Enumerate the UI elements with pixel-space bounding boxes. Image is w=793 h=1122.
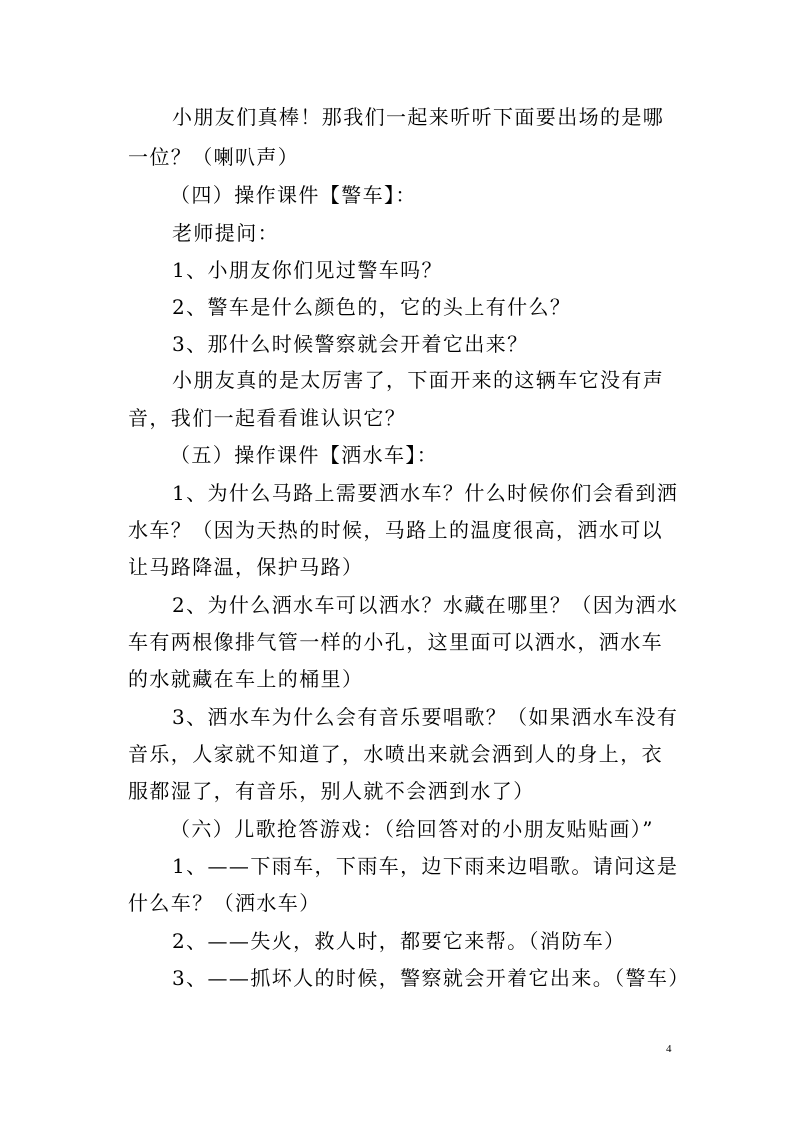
paragraph-line: 小朋友真的是太厉害了，下面开来的这辆车它没有声 bbox=[172, 368, 665, 392]
list-item: 2、为什么洒水车可以洒水？水藏在哪里？（因为洒水 bbox=[172, 593, 679, 617]
list-item: 1、小朋友你们见过警车吗？ bbox=[172, 258, 443, 282]
paragraph-line: 水车？（因为天热的时候，马路上的温度很高，洒水可以 bbox=[128, 518, 663, 542]
paragraph-line: 小朋友们真棒！那我们一起来听听下面要出场的是哪 bbox=[172, 105, 665, 129]
list-item: 2、警车是什么颜色的，它的头上有什么？ bbox=[172, 295, 572, 319]
list-item: 1、为什么马路上需要洒水车？什么时候你们会看到洒 bbox=[172, 481, 679, 505]
paragraph-line: 音，我们一起看看谁认识它？ bbox=[128, 406, 407, 430]
section-heading: （六）儿歌抢答游戏：（给回答对的小朋友贴贴画）” bbox=[170, 817, 654, 841]
list-item: 2、——失火，救人时，都要它来帮。（消防车） bbox=[172, 929, 626, 953]
paragraph-line: 的水就藏在车上的桶里） bbox=[128, 667, 364, 691]
section-heading: （五）操作课件【洒水车】： bbox=[170, 443, 439, 467]
paragraph-line: 什么车？（洒水车） bbox=[128, 891, 321, 915]
page-number: 4 bbox=[666, 1043, 672, 1055]
paragraph-line: 服都湿了，有音乐，别人就不会洒到水了） bbox=[128, 779, 535, 803]
paragraph-line: 音乐，人家就不知道了，水喷出来就会洒到人的身上，衣 bbox=[128, 742, 663, 766]
list-item: 3、洒水车为什么会有音乐要唱歌？（如果洒水车没有 bbox=[172, 705, 679, 729]
section-heading: （四）操作课件【警车】： bbox=[170, 183, 417, 207]
paragraph-line: 让马路降温，保护马路） bbox=[128, 555, 364, 579]
list-item: 3、——抓坏人的时候，警察就会开着它出来。（警车） bbox=[172, 966, 690, 990]
paragraph-line: 老师提问： bbox=[172, 221, 279, 245]
list-item: 1、——下雨车，下雨车，边下雨来边唱歌。请问这是 bbox=[172, 854, 679, 878]
paragraph-line: 车有两根像排气管一样的小孔，这里面可以洒水，洒水车 bbox=[128, 630, 663, 654]
list-item: 3、那什么时候警察就会开着它出来？ bbox=[172, 332, 529, 356]
paragraph-line: 一位？（喇叭声） bbox=[128, 145, 300, 169]
